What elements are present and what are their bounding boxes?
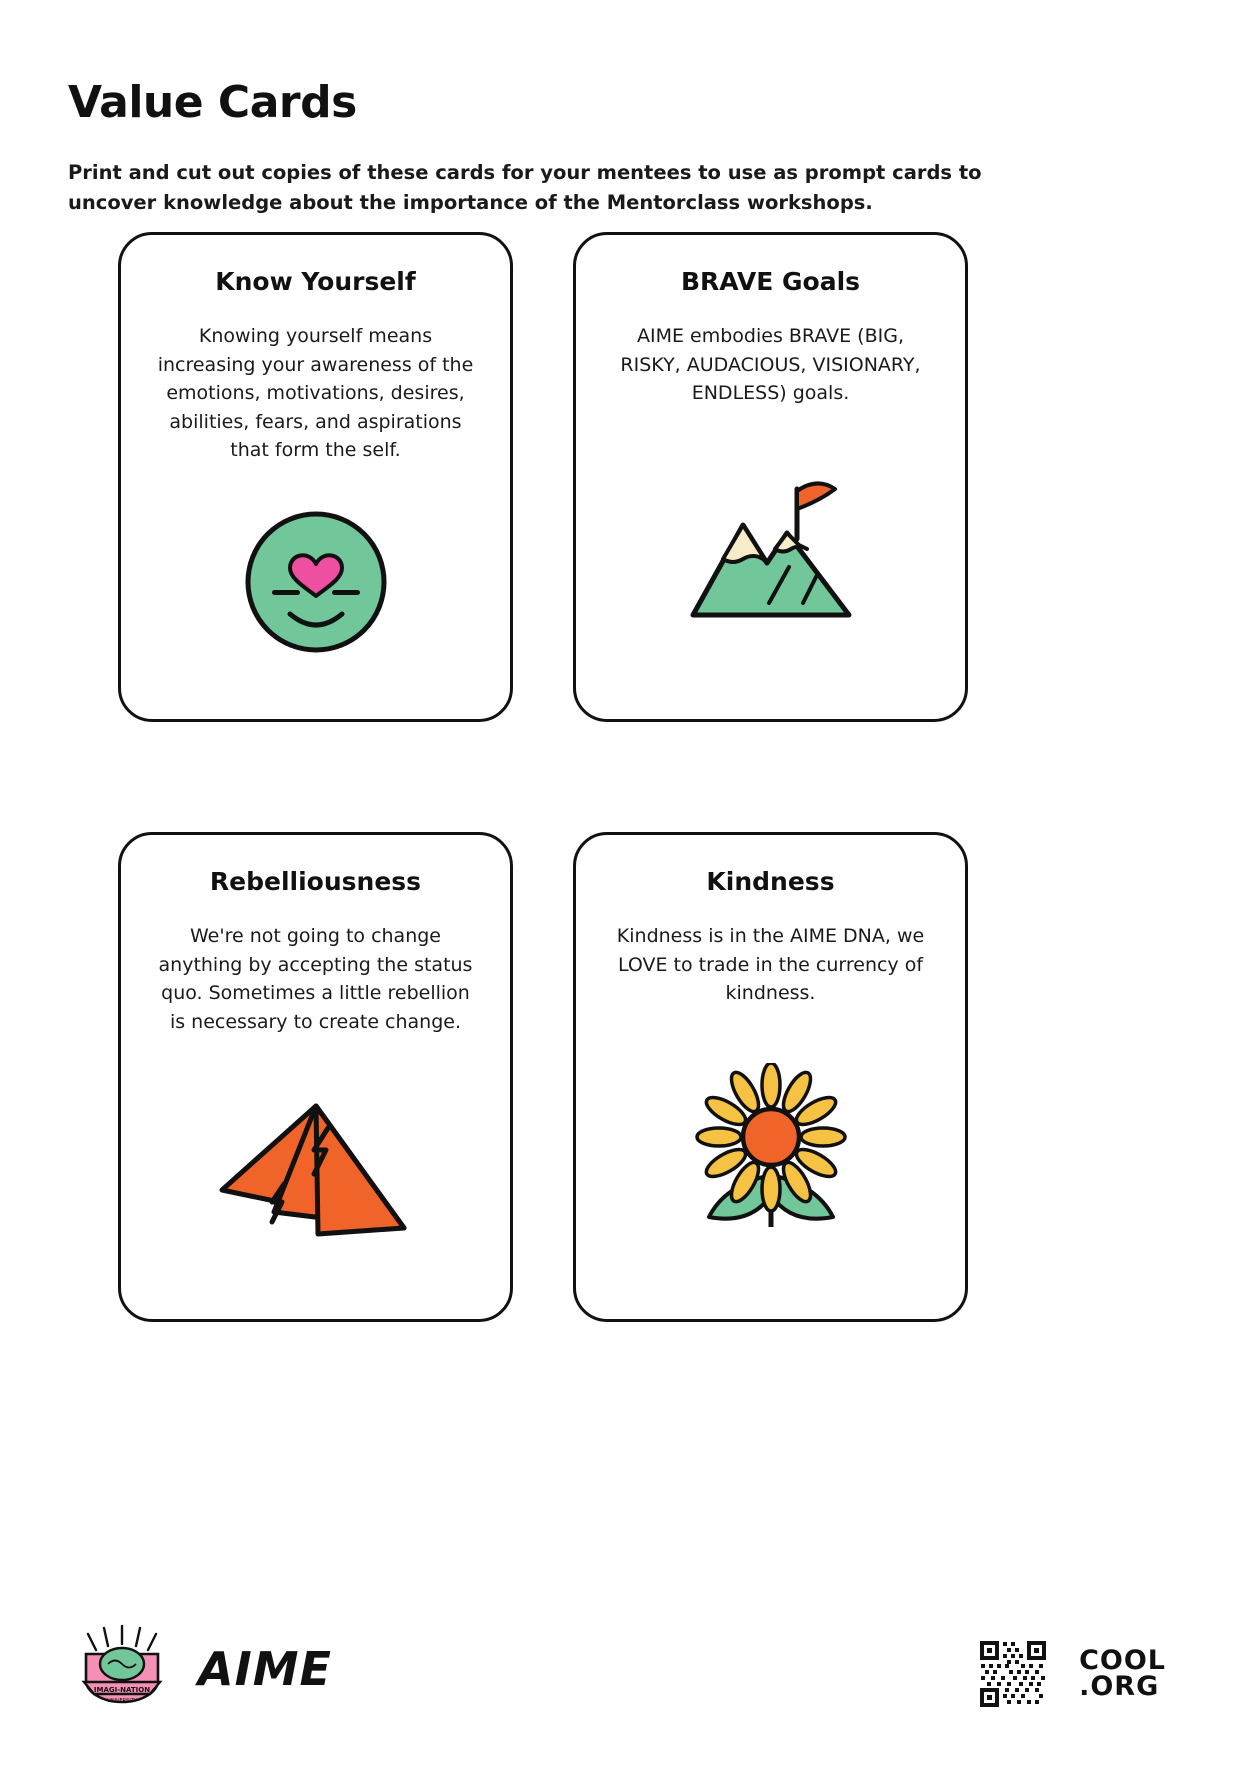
sunflower-icon: [600, 1008, 941, 1300]
svg-text:UNIVERSITY: UNIVERSITY: [107, 1698, 137, 1704]
card-row-1: [118, 232, 1118, 722]
mountain-flag-icon: [600, 408, 941, 700]
card-title: BRAVE Goals: [680, 267, 861, 296]
card-body-text: We're not going to change anything by accepting the status quo. Sometimes a little rebellion is necessary to create change.: [158, 925, 473, 1033]
page-footer: [0, 1572, 1234, 1772]
page-intro-text: Print and cut out copies of these cards for your mentees to use as prompt cards to uncover knowledge about the importance of the Mentorclass workshops.: [68, 160, 982, 214]
card-body-text: AIME embodies BRAVE (BIG, RISKY, AUDACIOUS, VISIONARY, ENDLESS) goals.: [620, 325, 921, 404]
page-title: Value Cards: [68, 77, 357, 129]
qr-code-icon[interactable]: [977, 1638, 1049, 1710]
value-cards-grid: [118, 232, 1118, 1432]
card-body-text: Knowing yourself means increasing your awareness of the emotions, motivations, desires, abilities, fears, and aspirations that form the self.: [157, 325, 474, 461]
paper-plane-icon: [145, 1036, 486, 1299]
value-card-kindness: [573, 832, 968, 1322]
value-card-rebelliousness: [118, 832, 513, 1322]
cool-org-line1: COOL: [1079, 1645, 1166, 1677]
card-row-2: [118, 832, 1118, 1322]
card-body-text: Kindness is in the AIME DNA, we LOVE to trade in the currency of kindness.: [616, 925, 925, 1004]
green-face-heart-icon: [145, 465, 486, 700]
footer-cool-org: [977, 1638, 1166, 1710]
imagi-nation-university-logo: [68, 1624, 176, 1714]
value-card-brave-goals: [573, 232, 968, 722]
card-title: Rebelliousness: [209, 867, 422, 896]
footer-brand: [68, 1624, 332, 1714]
card-title: Kindness: [706, 867, 835, 896]
value-card-know-yourself: [118, 232, 513, 722]
svg-text:IMAGI-NATION: IMAGI-NATION: [93, 1686, 151, 1694]
cool-org-logo: [1079, 1645, 1166, 1702]
cool-org-line2: .ORG: [1079, 1671, 1160, 1702]
card-title: Know Yourself: [215, 267, 416, 296]
aime-wordmark: AIME: [198, 1642, 332, 1696]
